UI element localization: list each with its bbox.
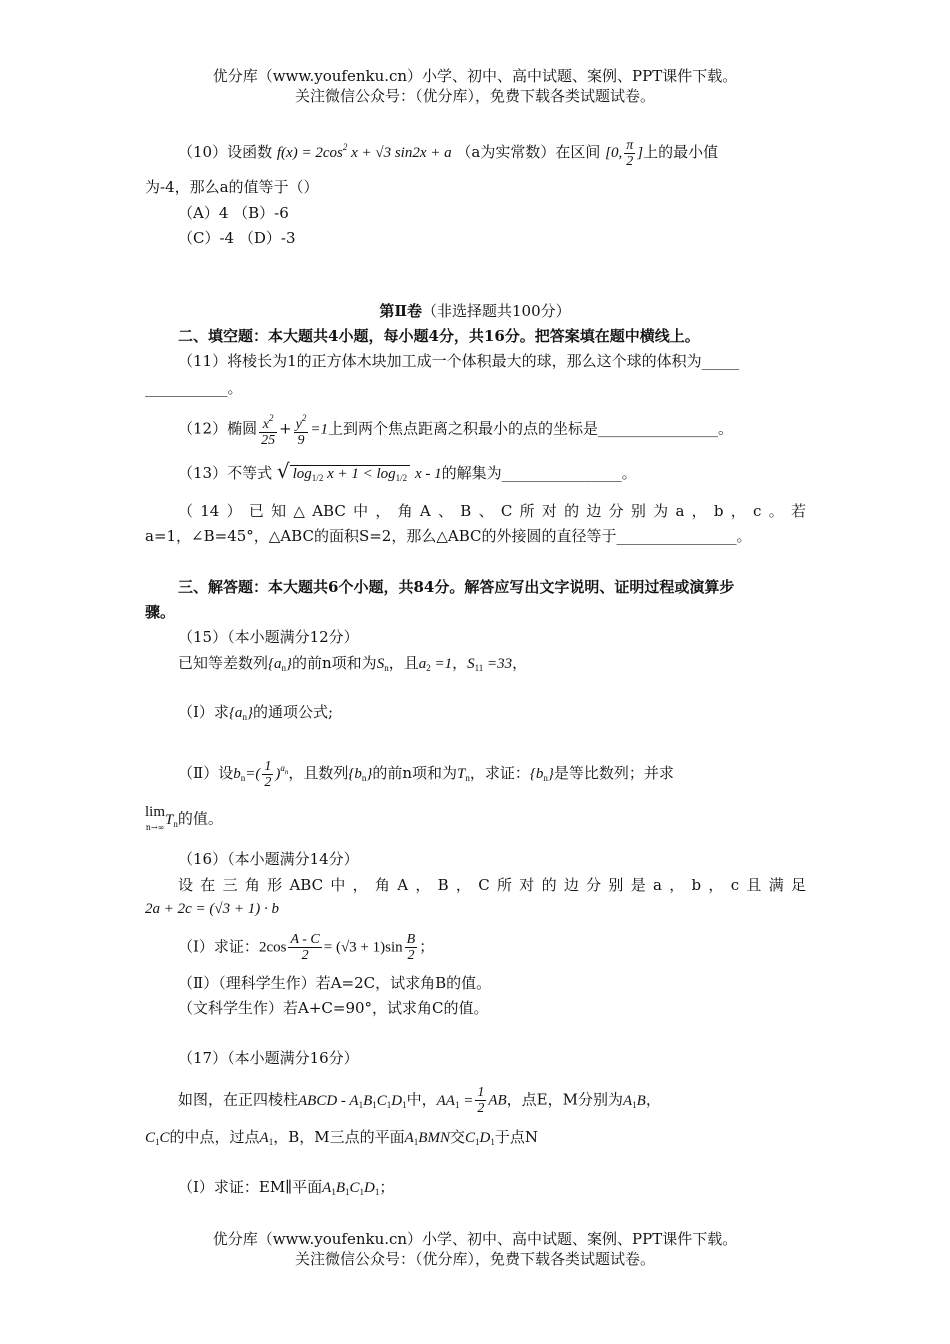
part2-title: 第Ⅱ卷（非选择题共100分） [379, 302, 571, 320]
q10-options-ab: （A）4 （B）-6 [178, 204, 289, 222]
q13-line: （13）不等式 √ $\log_{1/2} x + 1 < \log_{1/2} x - 1$的解集为________________。 [178, 459, 637, 483]
q11-line-1: （11）将棱长为1的正方体木块加工成一个体积最大的球，那么这个球的体积为_____ [178, 352, 740, 370]
q17-header: （17）（本小题满分16分） [178, 1049, 359, 1067]
q15-line-1: 已知等差数列$\{a_n\}$的前n项和为$S_n$，且$a_2 =1$，$S_{11} =33$， [178, 654, 528, 673]
header-line-2: 关注微信公众号：（优分库），免费下载各类试题试卷。 [294, 87, 655, 105]
q15-header: （15）（本小题满分12分） [178, 628, 359, 646]
q11-line-2: ___________。 [145, 379, 243, 397]
q17-part-1: （Ⅰ）求证：EM∥平面$A_1B_1C_1D_1$； [178, 1178, 395, 1197]
q16-part-3: （文科学生作）若A+C=90°，试求角C的值。 [178, 999, 489, 1017]
q14-line-1: （14）已知△ABC中，角A、B、C所对的边分别为a，b，c。若 [178, 502, 806, 520]
q10-options-cd: （C）-4 （D）-3 [178, 229, 296, 247]
q15-part-2: （Ⅱ）设$b_n=$( $\frac{1}{2}$ )$^{a_n}$，且数列$\{b_n\}$的前n项和为$T_n$，求证：$\{b_n\}$是等比数列；并求 [178, 758, 674, 790]
q16-part-1: （Ⅰ）求证：2cos $\frac{A - C}{2}$ = (√3 + 1)sin $\frac{B}{2}$ ； [178, 932, 435, 963]
q17-line-1: 如图，在正四棱柱ABCD - $A_1B_1C_1D_1$中，$AA_1$ = $\frac{1}{2}$ AB，点E，M分别为$A_1B$， [178, 1085, 661, 1116]
q15-part-1: （Ⅰ）求$\{a_n\}$的通项公式; [178, 703, 333, 722]
answer-heading-line-2: 骤。 [145, 603, 176, 621]
header-line-1: 优分库（www.youfenku.cn）小学、初中、高中试题、案例、PPT课件下载。 [212, 67, 738, 85]
footer-line-1: 优分库（www.youfenku.cn）小学、初中、高中试题、案例、PPT课件下载。 [212, 1230, 738, 1248]
fill-heading: 二、填空题：本大题共4小题，每小题4分，共16分。把答案填在题中横线上。 [178, 327, 700, 345]
q16-line-1: 设在三角形ABC中，角A，B，C所对的边分别是a，b，c且满足 [178, 876, 806, 894]
q14-line-2: a=1，∠B=45°，△ABC的面积S=2，那么△ABC的外接圆的直径等于________________。 [145, 527, 752, 545]
q16-part-2: （Ⅱ）（理科学生作）若A=2C，试求角B的值。 [178, 974, 492, 992]
q10-line-1: （10）设函数 $f(x) = 2\cos^2$ x + √3 sin2x + a （a为实常数）在区间 [0, $\frac{\pi}{2}$ ]上的最小值 [178, 137, 719, 169]
q17-line-2: $C_1C$的中点，过点$A_1$，B，M三点的平面$A_1BMN$交$C_1D_1$于点N [145, 1128, 538, 1147]
answer-heading-line-1: 三、解答题：本大题共6个小题，共84分。解答应写出文字说明、证明过程或演算步 [178, 578, 735, 596]
q16-header: （16）（本小题满分14分） [178, 850, 359, 868]
q12-line: （12）椭圆 $\frac{x^2}{25}$ + $\frac{y^2}{9}$ =1上到两个焦点距离之积最小的点的坐标是________________。 [178, 413, 734, 448]
q15-limit: lim $n\to\infty T_n$的值。 [145, 804, 223, 832]
footer-line-2: 关注微信公众号：（优分库），免费下载各类试题试卷。 [294, 1250, 655, 1268]
q10-line-2: 为-4，那么a的值等于（） [145, 178, 319, 196]
q16-line-2: 2a + 2c = (√3 + 1) · b [145, 901, 279, 917]
